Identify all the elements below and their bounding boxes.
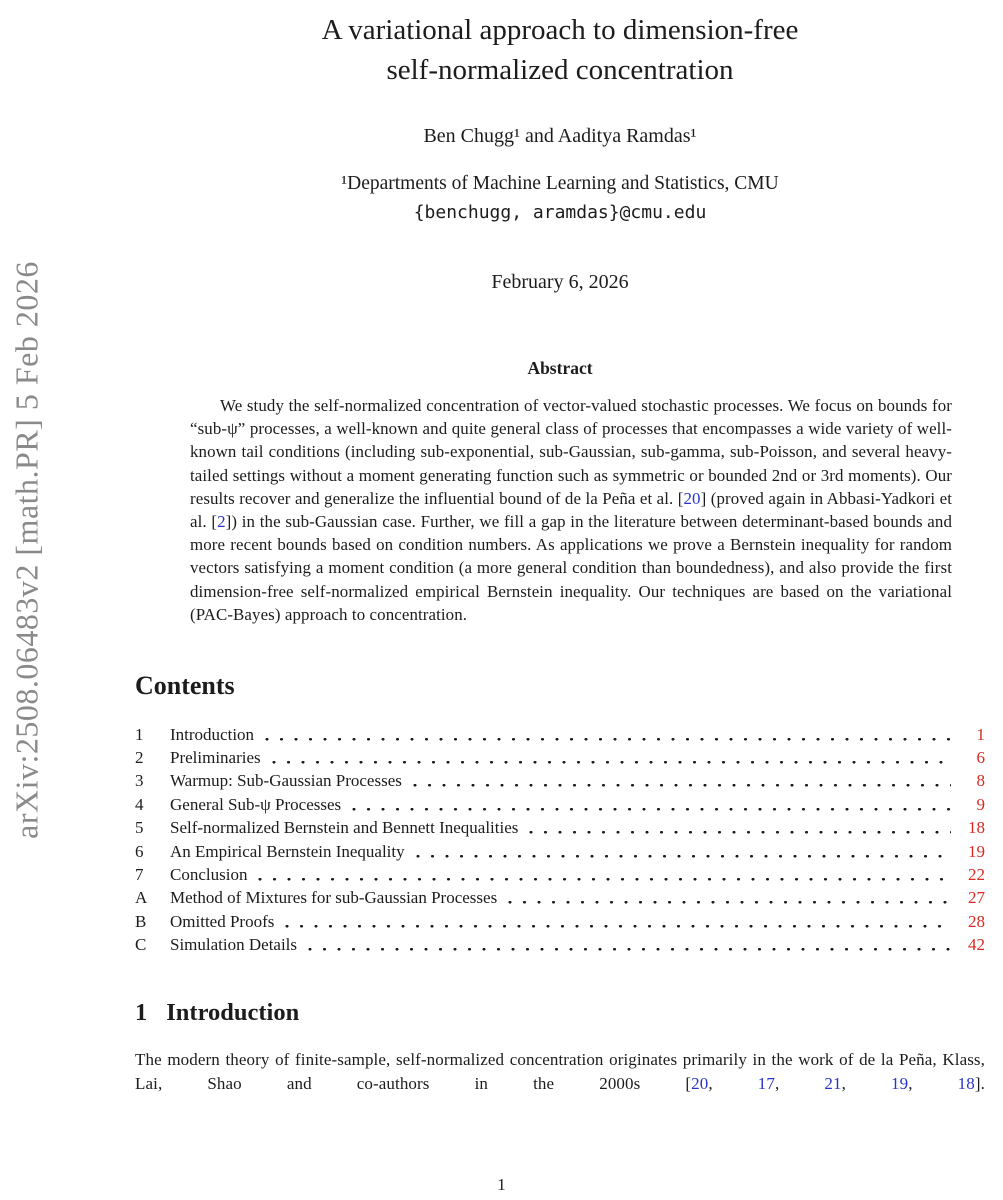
- contents-heading: Contents: [135, 671, 235, 701]
- toc-entry-number: 4: [135, 794, 144, 814]
- toc-entry: [135, 840, 985, 863]
- email-line: {benchugg, aramdas}@cmu.edu: [413, 202, 707, 223]
- toc-entry-page[interactable]: 28: [968, 911, 985, 931]
- date-line: February 6, 2026: [491, 271, 629, 293]
- toc-dot-leader: [347, 793, 951, 816]
- toc-entry: [135, 769, 985, 792]
- toc-entry-page[interactable]: 19: [968, 841, 985, 861]
- toc-entry-title[interactable]: General Sub-ψ Processes: [170, 794, 342, 814]
- abstract-heading: Abstract: [527, 358, 593, 378]
- section-1-title: Introduction: [166, 998, 300, 1026]
- intro-text-segment: ,: [841, 1074, 892, 1094]
- toc-entry: [135, 816, 985, 839]
- paper-title-line1: A variational approach to dimension-free: [321, 14, 799, 46]
- toc-entry-title[interactable]: Conclusion: [170, 864, 248, 884]
- citation-link[interactable]: 21: [824, 1074, 842, 1094]
- toc-dot-leader: [280, 910, 951, 933]
- page-number: 1: [497, 1175, 506, 1194]
- intro-text-segment: ].: [974, 1074, 985, 1094]
- toc-entry: [135, 723, 985, 746]
- page-column: [135, 0, 985, 1114]
- intro-text-segment: ,: [775, 1074, 825, 1094]
- toc-entry-number: C: [135, 935, 147, 955]
- arxiv-stamp: arXiv:2508.06483v2 [math.PR] 5 Feb 2026: [8, 261, 45, 839]
- table-of-contents: [135, 723, 985, 957]
- abstract-text-segment: ]) in the sub-Gaussian case. Further, we fill a gap in the literature between determinant-based bounds and more recent bounds based on condition numbers. As applications we prove a Bernstein inequality for random vectors satisfying a moment condition (a more general condition than boundedness), and also provide the first dimension-free self-normalized empirical Bernstein inequality. Our techniques are based on the variational (PAC-Bayes) approach to concentration.: [190, 512, 952, 624]
- toc-entry-number: 3: [135, 771, 144, 791]
- toc-entry: [135, 886, 985, 909]
- citation-link[interactable]: 19: [891, 1074, 909, 1094]
- toc-dot-leader: [260, 723, 951, 746]
- toc-entry-number: 5: [135, 818, 144, 838]
- toc-entry-number: 6: [135, 841, 144, 861]
- toc-entry: [135, 910, 985, 933]
- toc-entry-page[interactable]: 8: [976, 771, 985, 791]
- citation-link[interactable]: 17: [757, 1074, 775, 1094]
- section-1-heading: [135, 999, 985, 1027]
- toc-entry: [135, 863, 985, 886]
- toc-entry: [135, 746, 985, 769]
- toc-entry-number: A: [135, 888, 148, 908]
- toc-entry-page[interactable]: 42: [968, 935, 985, 955]
- toc-entry-page[interactable]: 6: [976, 748, 985, 767]
- toc-entry-title[interactable]: Method of Mixtures for sub-Gaussian Processes: [170, 888, 498, 908]
- intro-paragraph: [135, 1048, 985, 1097]
- toc-dot-leader: [253, 863, 951, 886]
- toc-entry-title[interactable]: Introduction: [170, 724, 255, 744]
- toc-dot-leader: [411, 840, 951, 863]
- toc-dot-leader: [408, 769, 951, 792]
- toc-dot-leader: [524, 816, 951, 839]
- toc-entry-page[interactable]: 18: [968, 818, 985, 838]
- toc-dot-leader: [267, 746, 951, 769]
- abstract-text-segment: ] (proved again in Abbasi-Yadkori et al. [: [190, 488, 952, 532]
- toc-entry-title[interactable]: Warmup: Sub-Gaussian Processes: [170, 771, 402, 791]
- toc-entry-page[interactable]: 22: [968, 864, 985, 884]
- toc-entry-title[interactable]: Simulation Details: [170, 935, 298, 955]
- citation-link[interactable]: 20: [683, 488, 701, 508]
- intro-text-segment: The modern theory of finite-sample, self-normalized concentration originates primarily in the work of de la Peña, Klass, Lai, Shao and co-authors in the 2000s [: [135, 1049, 985, 1094]
- section-1-number: 1: [135, 998, 148, 1026]
- abstract-text-segment: We study the self-normalized concentration of vector-valued stochastic processes. We focus on bounds for “sub-ψ” processes, a well-known and quite general class of processes that encompasses a wide variety of well-known tail conditions (including sub-exponential, sub-Gaussian, sub-gamma, sub-Poisson, and several heavy-tailed settings without a moment generating function such as symmetric or bounded 2nd or 3rd moments). Our results recover and generalize the influential bound of de la Peña et al. [: [190, 396, 952, 508]
- toc-entry-page[interactable]: 27: [968, 888, 985, 908]
- toc-entry-title[interactable]: Self-normalized Bernstein and Bennett Inequalities: [170, 818, 519, 838]
- toc-entry: [135, 793, 985, 816]
- intro-text-segment: ,: [908, 1074, 958, 1094]
- toc-entry-title[interactable]: An Empirical Bernstein Inequality: [170, 841, 405, 861]
- citation-link[interactable]: 2: [217, 512, 226, 532]
- toc-dot-leader: [503, 886, 951, 909]
- toc-entry-number: 1: [135, 724, 144, 744]
- authors-line: Ben Chugg¹ and Aaditya Ramdas¹: [423, 125, 697, 147]
- citation-link[interactable]: 18: [957, 1074, 975, 1094]
- intro-text-segment: ,: [708, 1074, 758, 1094]
- affiliation-line: ¹Departments of Machine Learning and Statistics, CMU: [341, 173, 779, 194]
- toc-entry-number: B: [135, 911, 147, 931]
- toc-entry: [135, 933, 985, 956]
- toc-dot-leader: [303, 933, 951, 956]
- toc-entry-number: 7: [135, 864, 144, 884]
- toc-entry-page[interactable]: 9: [976, 794, 985, 814]
- toc-entry-page[interactable]: 1: [976, 724, 985, 744]
- toc-entry-title[interactable]: Preliminaries: [170, 748, 261, 767]
- citation-link[interactable]: 20: [691, 1074, 709, 1094]
- toc-entry-title[interactable]: Omitted Proofs: [170, 911, 275, 931]
- paper-title: [135, 0, 985, 90]
- abstract-body: [190, 394, 952, 626]
- toc-entry-number: 2: [135, 748, 144, 767]
- paper-title-line2: self-normalized concentration: [386, 54, 734, 86]
